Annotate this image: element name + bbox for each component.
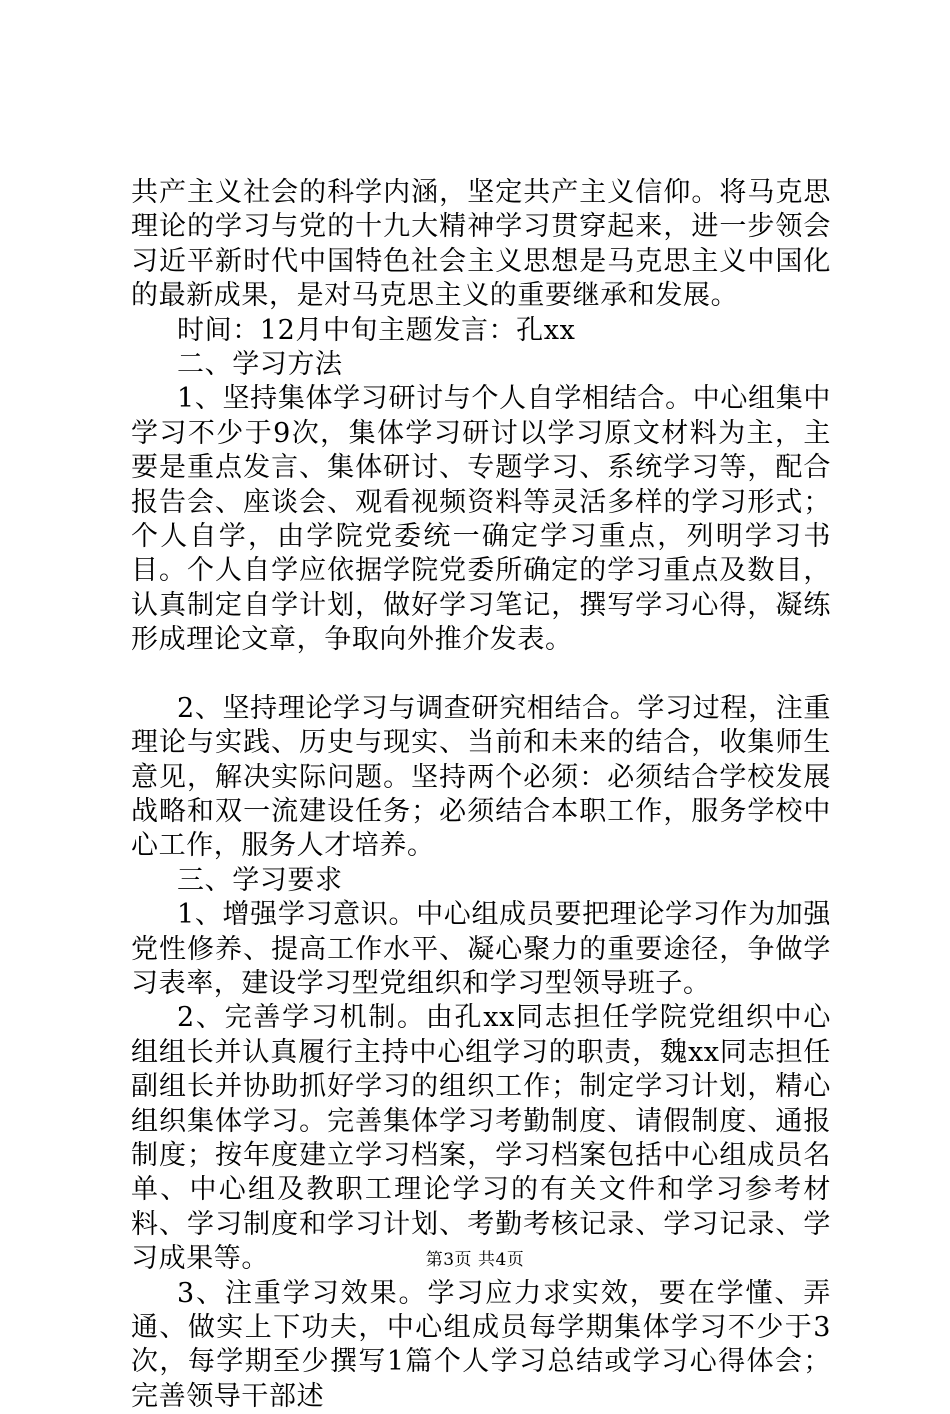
paragraph-method-1: 1、坚持集体学习研讨与个人自学相结合。中心组集中学习不少于9次，集体学习研讨以学习原文材料为主，主要是重点发言、集体研讨、专题学习、系统学习等，配合报告会、座谈会、观看视频资料等灵活多样的学习形式；个人自学，由学院党委统一确定学习重点，列明学习书目。个人自学应依据学院党委所确定的学习重点及数目，认真制定自学计划，做好学习笔记，撰写学习心得，凝练形成理论文章，争取向外推介发表。 xyxy=(131,383,831,656)
paragraph-requirement-2: 2、完善学习机制。由孔xx同志担任学院党组织中心组组长并认真履行主持中心组学习的职责，魏xx同志担任副组长并协助抓好学习的组织工作；制定学习计划，精心组织集体学习。完善集体学习考勤制度、请假制度、通报制度；按年度建立学习档案，学习档案包括中心组成员名单、中心组及教职工理论学习的有关文件和学习参考材料、学习制度和学习计划、考勤考核记录、学习记录、学习成果等。 xyxy=(131,1002,831,1275)
page-number-footer: 第3页 共4页 xyxy=(425,1250,525,1270)
section-heading-requirements: 三、学习要求 xyxy=(177,864,343,896)
paragraph-continuation: 共产主义社会的科学内涵，坚定共产主义信仰。将马克思理论的学习与党的十九大精神学习贯穿起来，进一步领会习近平新时代中国特色社会主义思想是马克思主义中国化的最新成果，是对马克思主义的重要继承和发展。 xyxy=(131,177,831,312)
paragraph-method-2: 2、坚持理论学习与调查研究相结合。学习过程，注重理论与实践、历史与现实、当前和未来的结合，收集师生意见，解决实际问题。坚持两个必须：必须结合学校发展战略和双一流建设任务；必须结合本职工作，服务学校中心工作，服务人才培养。 xyxy=(131,692,831,862)
section-heading-methods: 二、学习方法 xyxy=(177,349,343,381)
paragraph-requirement-3: 3、注重学习效果。学习应力求实效，要在学懂、弄通、做实上下功夫，中心组成员每学期集体学习不少于3次，每学期至少撰写1篇个人学习总结或学习心得体会；完善领导干部述 xyxy=(131,1277,831,1412)
paragraph-requirement-1: 1、增强学习意识。中心组成员要把理论学习作为加强党性修养、提高工作水平、凝心聚力的重要途径，争做学习表率，建设学习型党组织和学习型领导班子。 xyxy=(131,899,831,999)
paragraph-time-speaker: 时间：12月中旬主题发言：孔xx xyxy=(177,314,576,346)
document-body xyxy=(131,176,831,1414)
